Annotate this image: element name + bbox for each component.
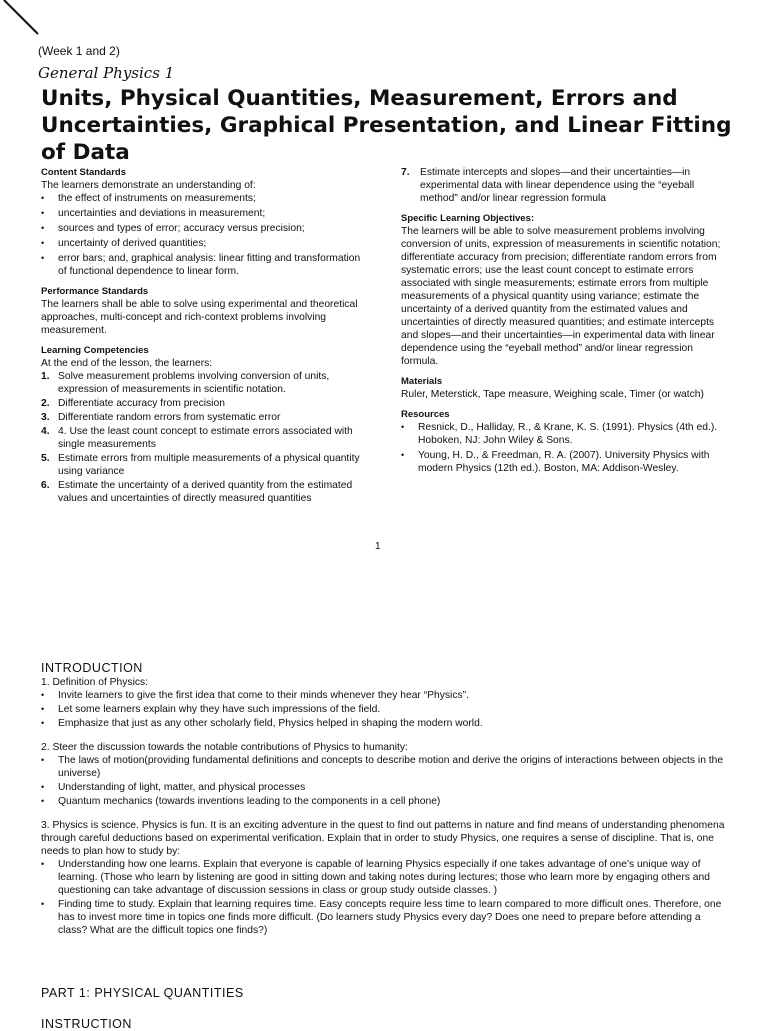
item-text: Estimate errors from multiple measurements of a physical quantity using variance (58, 453, 360, 477)
list-item: • the effect of instruments on measurements; (41, 192, 371, 205)
item-number: 7. (401, 167, 410, 178)
item-number: 2. (41, 398, 50, 409)
section-3-list (41, 858, 731, 937)
list-item (41, 479, 371, 505)
course-name: General Physics 1 (38, 64, 175, 82)
document-title: Units, Physical Quantities, Measurement, Errors and Uncertainties, Graphical Presentation, and Linear Fitting of Data (41, 86, 732, 165)
list-item: • Young, H. D., & Freedman, R. A. (2007). University Physics with modern Physics (12th ed.). Boston, MA: Addison-Wesley. (401, 449, 731, 475)
content-standards-intro: The learners demonstrate an understanding of: (41, 180, 256, 191)
list-item: • sources and types of error; accuracy versus precision; (41, 222, 371, 235)
list-item: • Understanding how one learns. Explain that everyone is capable of learning Physics especially if one takes advantage of one's unique way of learning. (Those who learn by listening are good in sitting down and taking notes during lectures; those who learn more by engaging others and questioning can take advantage of discussion sessions in class or group study outside classes. ) (41, 858, 731, 897)
list-item (41, 370, 371, 396)
item-number: 3. (41, 412, 50, 423)
list-item: • uncertainty of derived quantities; (41, 237, 371, 250)
performance-standards-text: The learners shall be able to solve using experimental and theoretical approaches, multi-concept and rich-context problems involving measurement. (41, 299, 358, 336)
list-item: • Emphasize that just as any other scholarly field, Physics helped in shaping the modern world. (41, 717, 731, 730)
week-label: (Week 1 and 2) (38, 44, 120, 58)
list-item: • The laws of motion(providing fundamental definitions and concepts to describe motion and derive the origins of interactions between objects in the universe) (41, 754, 731, 780)
list-item (41, 397, 371, 410)
materials-text: Ruler, Meterstick, Tape measure, Weighing scale, Timer (or watch) (401, 389, 704, 400)
item-text: Differentiate random errors from systematic error (58, 412, 281, 423)
right-column (401, 166, 731, 477)
item-text: Estimate intercepts and slopes—and their uncertainties—in experimental data with linear dependence using the “eyeball method” and/or linear regression formula (420, 167, 695, 204)
item-number: 6. (41, 480, 50, 491)
item-number: 1. (41, 371, 50, 382)
item-text: Differentiate accuracy from precision (58, 398, 225, 409)
section-2-list (41, 754, 731, 808)
learning-competencies-list-continued (401, 166, 731, 205)
materials-heading: Materials (401, 376, 443, 387)
section-1-heading: 1. Definition of Physics: (41, 677, 149, 688)
page-number: 1 (375, 541, 381, 552)
performance-standards-heading: Performance Standards (41, 286, 149, 297)
instruction-heading: INSTRUCTION (41, 1017, 132, 1031)
item-number: 5. (41, 453, 50, 464)
specific-objectives-heading: Specific Learning Objectives: (401, 213, 535, 224)
section-3-text: 3. Physics is science. Physics is fun. It is an exciting adventure in the quest to find out patterns in nature and find means of understanding phenomena through careful deductions based on experimental verification. Explain that in order to study Physics, one requires a sense of discipline. That is, one needs to plan how to study by: (41, 820, 725, 857)
learning-competencies-list (41, 370, 371, 505)
learning-competencies-heading: Learning Competencies (41, 345, 149, 356)
item-number: 4. (41, 426, 50, 437)
list-item: • Resnick, D., Halliday, R., & Krane, K. S. (1991). Physics (4th ed.). Hoboken, NJ: John Wiley & Sons. (401, 421, 731, 447)
introduction-heading: INTRODUCTION (41, 661, 143, 675)
introduction-body (41, 676, 731, 938)
list-item: • uncertainties and deviations in measurement; (41, 207, 371, 220)
content-standards-list (41, 192, 371, 278)
section-1-list (41, 689, 731, 730)
content-standards-heading: Content Standards (41, 167, 126, 178)
item-text: 4. Use the least count concept to estimate errors associated with single measurements (58, 426, 353, 450)
item-text: Solve measurement problems involving conversion of units, expression of measurements in scientific notation. (58, 371, 330, 395)
list-item: • Quantum mechanics (towards inventions leading to the components in a cell phone) (41, 795, 731, 808)
list-item (41, 452, 371, 478)
list-item: • Let some learners explain why they have such impressions of the field. (41, 703, 731, 716)
resources-list (401, 421, 731, 475)
list-item: • Finding time to study. Explain that learning requires time. Easy concepts require less time to learn compared to more difficult ones. Therefore, one has to invest more time in topics one finds more difficult. (Do learners study Physics every day? Does one need to prepare before attending a class? What are the difficult topics one finds?) (41, 898, 731, 937)
left-column (41, 166, 371, 506)
learning-competencies-intro: At the end of the lesson, the learners: (41, 358, 213, 369)
list-item: • error bars; and, graphical analysis: linear fitting and transformation of functional dependence to linear form. (41, 252, 371, 278)
section-2-heading: 2. Steer the discussion towards the notable contributions of Physics to humanity: (41, 742, 408, 753)
corner-line-decoration (0, 0, 50, 40)
part-1-heading: PART 1: PHYSICAL QUANTITIES (41, 986, 244, 1000)
specific-objectives-text: The learners will be able to solve measurement problems involving conversion of units, expression of measurements in scientific notation; differentiate accuracy from precision; differentiate random errors from systematic errors; use the least count concept to estimate errors associated with single measurements; estimate errors from multiple measurements of a physical quantity using variance; estimate the uncertainty of a derived quantity from the estimated values and uncertainties of directly measured quantities; and estimate intercepts and slopes—and their uncertainties—in experimental data with linear dependence using the “eyeball method” and/or linear regression formula. (401, 226, 721, 367)
list-item (41, 425, 371, 451)
list-item (401, 166, 731, 205)
list-item (41, 411, 371, 424)
list-item: • Understanding of light, matter, and physical processes (41, 781, 731, 794)
item-text: Estimate the uncertainty of a derived quantity from the estimated values and uncertainties of directly measured quantities (58, 480, 353, 504)
list-item: • Invite learners to give the first idea that come to their minds whenever they hear “Physics”. (41, 689, 731, 702)
resources-heading: Resources (401, 409, 450, 420)
